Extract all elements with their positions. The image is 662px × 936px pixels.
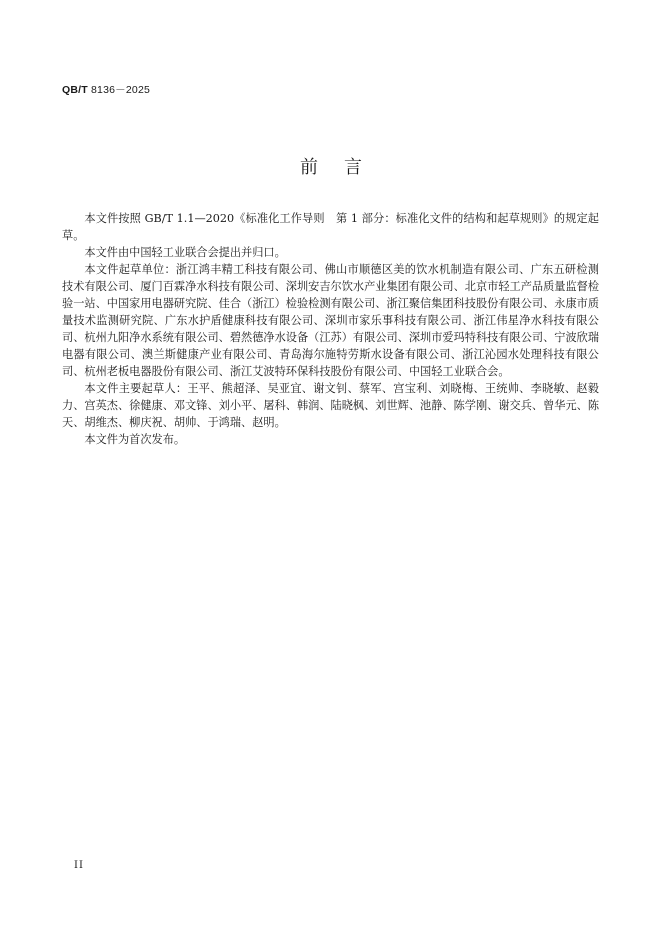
foreword-body	[62, 210, 599, 448]
standard-code	[62, 82, 150, 97]
paragraph-drafting-rules: 本文件按照 GB/T 1.1—2020《标准化工作导则 第 1 部分：标准化文件的结构和起草规则》的规定起草。	[62, 212, 599, 242]
paragraph-proposer: 本文件由中国轻工业联合会提出并归口。	[84, 246, 286, 259]
paragraph-first-release: 本文件为首次发布。	[84, 433, 186, 446]
standard-code-prefix: QB/T	[62, 84, 88, 96]
standard-code-number: 8136－2025	[87, 84, 151, 96]
page-number: II	[74, 860, 84, 871]
paragraph-drafters: 本文件主要起草人：王平、熊超泽、吴亚宜、谢文钊、蔡军、宫宝利、刘晓梅、王统帅、李晓敏、赵毅力、宫英杰、徐健康、邓文锋、刘小平、屠科、韩润、陆晓枫、刘世辉、池静、陈学刚、谢交兵、曾华元、陈天、胡维杰、柳庆祝、胡帅、于鸿瑞、赵明。	[62, 382, 600, 429]
page-title: 前言	[300, 157, 388, 178]
paragraph-drafting-units: 本文件起草单位：浙江鸿丰精工科技有限公司、佛山市顺德区美的饮水机制造有限公司、广东五研检测技术有限公司、厦门百霖净水科技有限公司、深圳安吉尔饮水产业集团有限公司、北京市轻工产品质量监督检验一站、中国家用电器研究院、佳合（浙江）检验检测有限公司、浙江聚信集团科技股份有限公司、永康市质量技术监测研究院、广东水护盾健康科技有限公司、深圳市家乐事科技有限公司、浙江伟星净水科技有限公司、杭州九阳净水系统有限公司、碧然德净水设备（江苏）有限公司、深圳市爱玛特科技有限公司、宁波欣瑞电器有限公司、澳兰斯健康产业有限公司、青岛海尔施特劳斯水设备有限公司、浙江沁园水处理科技有限公司、杭州老板电器股份有限公司、浙江艾波特环保科技股份有限公司、中国轻工业联合会。	[62, 263, 600, 378]
